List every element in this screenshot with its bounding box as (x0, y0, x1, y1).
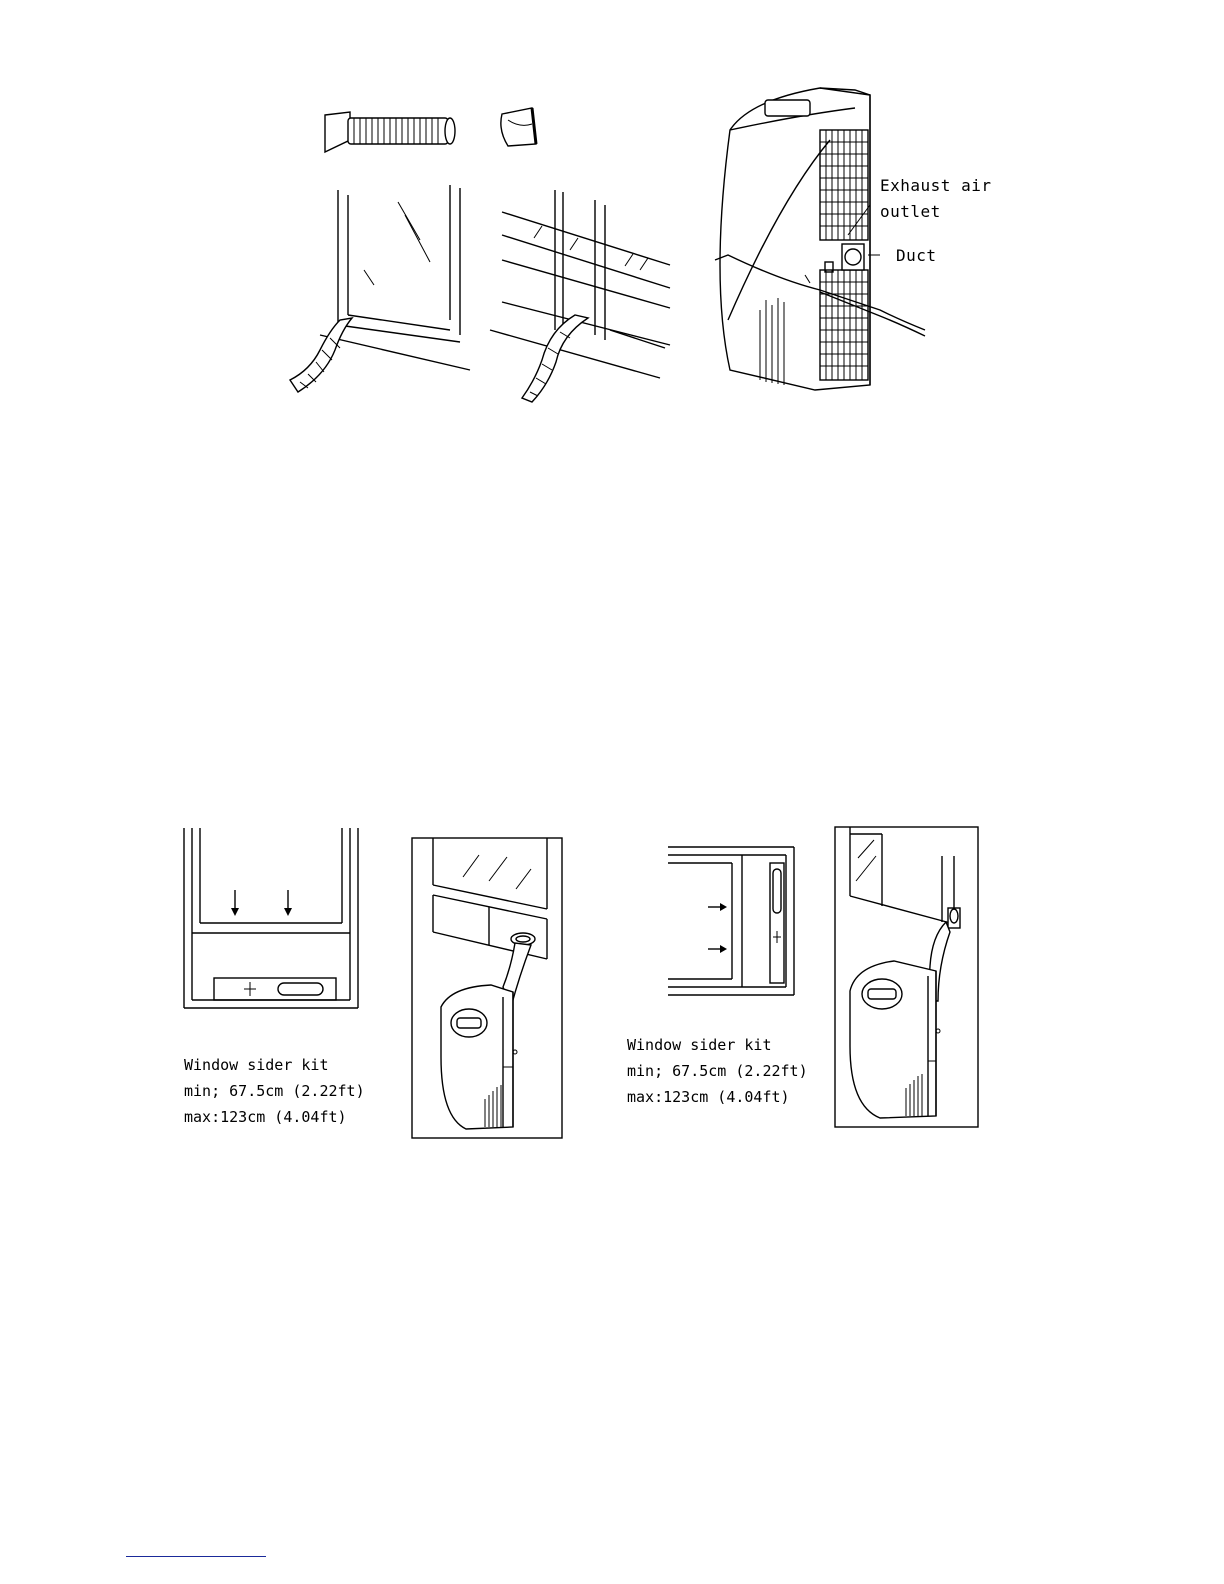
exhaust-air-outlet-label-line2: outlet (880, 202, 941, 221)
top-illustration (280, 80, 1000, 410)
duct-label: Duct (896, 246, 937, 265)
right-kit-text (627, 1032, 808, 1110)
footer-rule (126, 1556, 266, 1557)
install-frame-left (411, 837, 563, 1139)
right-kit-min: min; 67.5cm (2.22ft) (627, 1062, 808, 1080)
left-kit-title: Window sider kit (184, 1056, 329, 1074)
left-kit-min: min; 67.5cm (2.22ft) (184, 1082, 365, 1100)
adapter-icon (501, 108, 536, 146)
left-kit-max: max:123cm (4.04ft) (184, 1108, 347, 1126)
exhaust-hose-icon (325, 112, 455, 152)
air-conditioner-unit-icon (715, 88, 925, 390)
right-kit-title: Window sider kit (627, 1036, 772, 1054)
window-middle-icon (490, 190, 670, 402)
left-kit-text (184, 1052, 365, 1130)
right-kit-max: max:123cm (4.04ft) (627, 1088, 790, 1106)
install-frame-right (834, 826, 979, 1128)
window-left-icon (290, 185, 470, 392)
window-kit-left-diagram (180, 828, 360, 1013)
window-kit-right-diagram (668, 845, 798, 997)
exhaust-air-outlet-label-line1: Exhaust air (880, 176, 992, 195)
